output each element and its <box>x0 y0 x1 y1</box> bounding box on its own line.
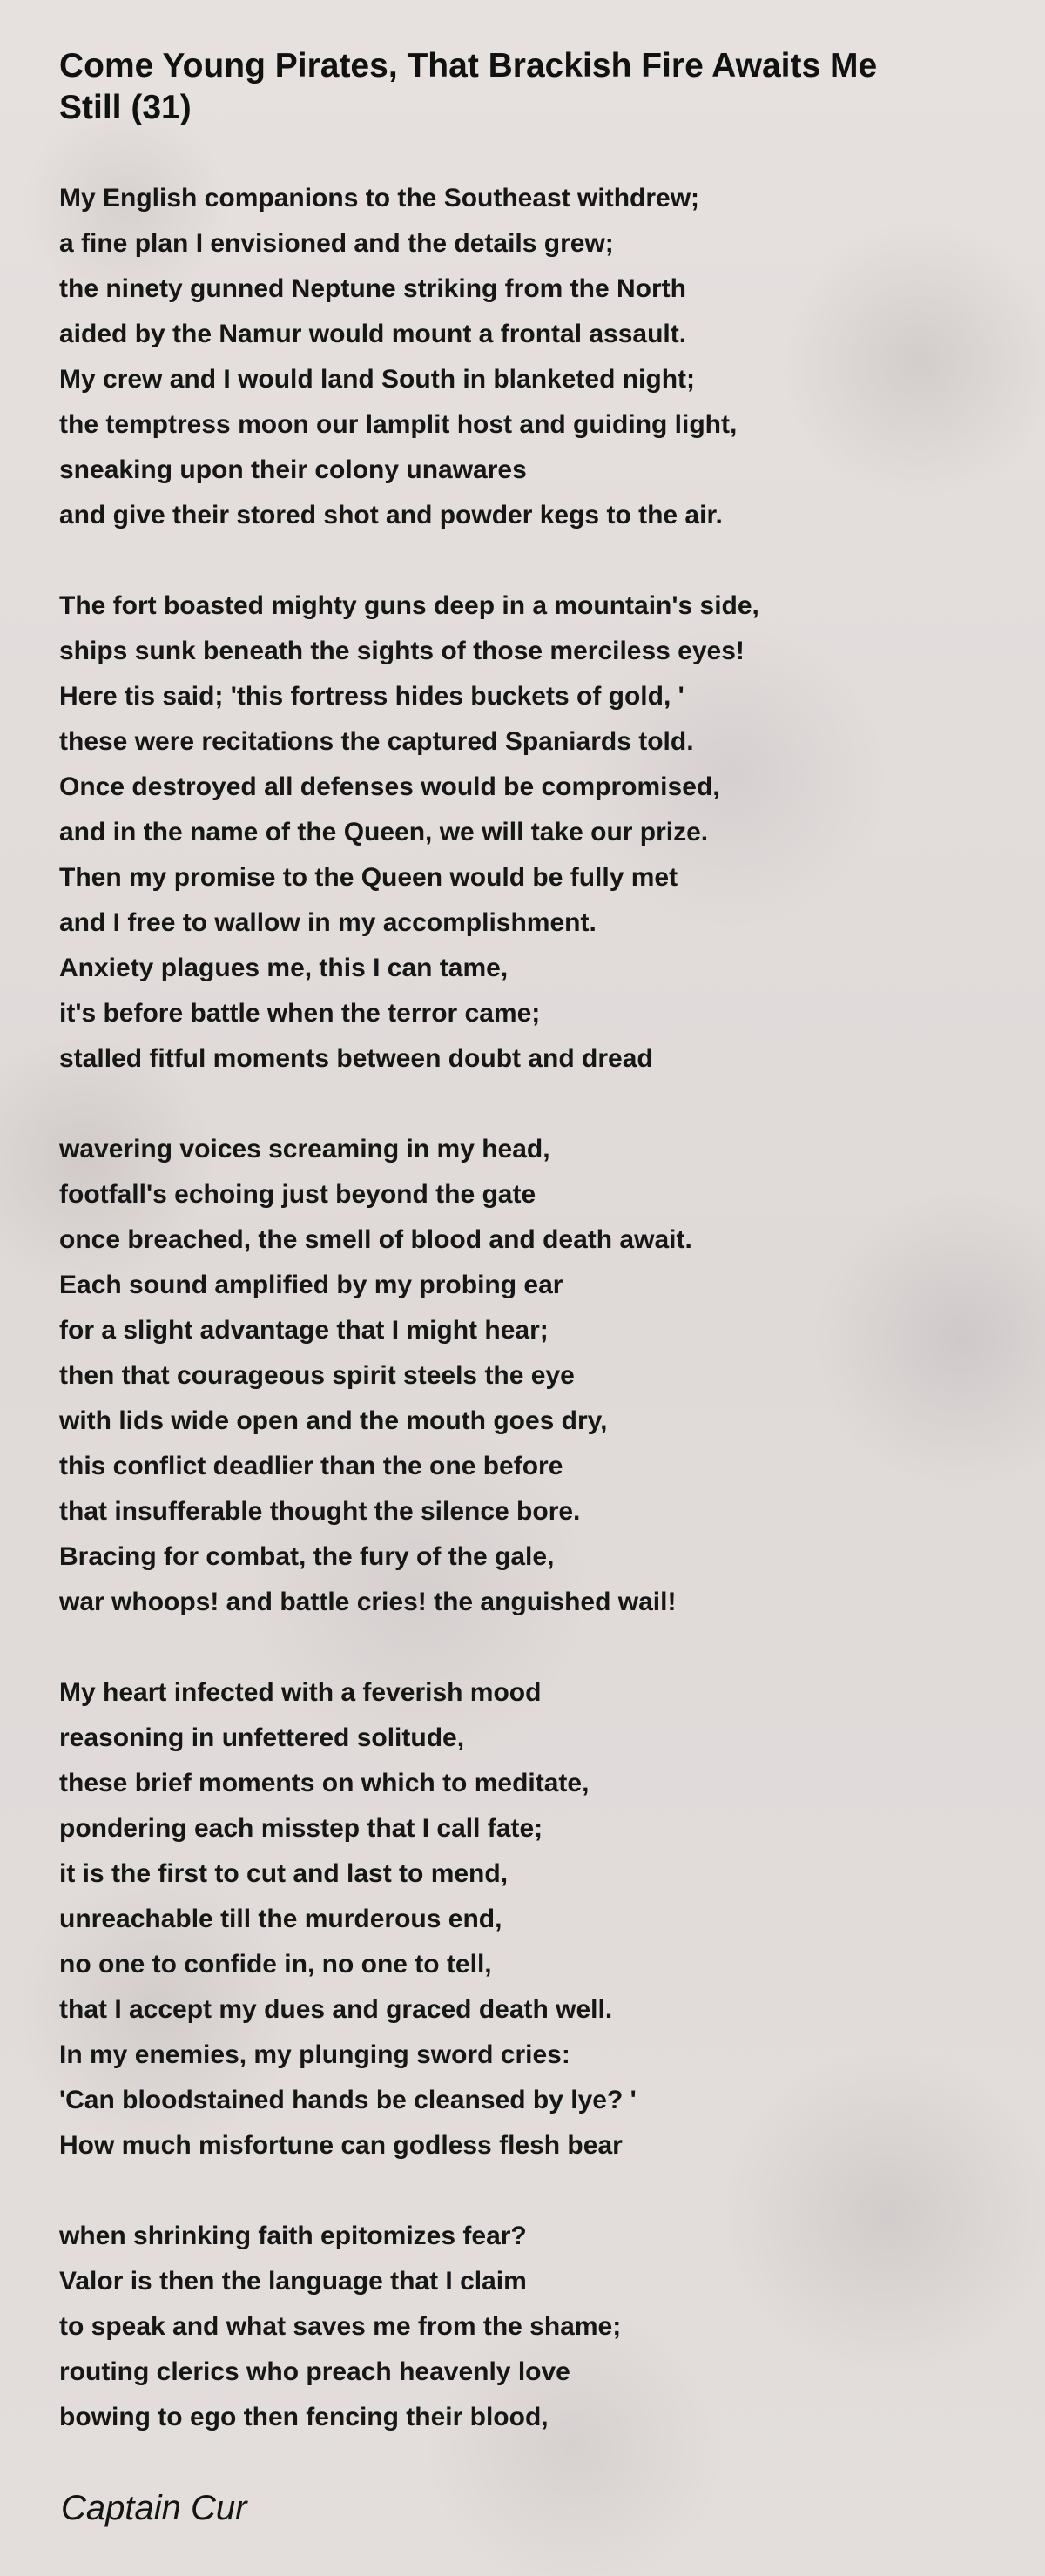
poem-line: 'Can bloodstained hands be cleansed by lye? ' <box>59 2086 637 2114</box>
poem-line: the temptress moon our lamplit host and guiding light, <box>59 410 738 439</box>
poem-line: and I free to wallow in my accomplishment. <box>59 908 597 937</box>
poem-line: My heart infected with a feverish mood <box>59 1678 542 1707</box>
poem-body <box>59 176 1000 2485</box>
poem-line: My crew and I would land South in blanketed night; <box>59 365 696 394</box>
poem-line: Then my promise to the Queen would be fully met <box>59 863 678 892</box>
poem-line: that insufferable thought the silence bore. <box>59 1497 581 1526</box>
stanza <box>59 1670 1000 2168</box>
poem-line: these were recitations the captured Spaniards told. <box>59 727 694 756</box>
poem-line: and give their stored shot and powder kegs to the air. <box>59 501 723 529</box>
poem-line: wavering voices screaming in my head, <box>59 1135 550 1163</box>
poem-line: Anxiety plagues me, this I can tame, <box>59 954 509 982</box>
poem-line: it's before battle when the terror came; <box>59 999 541 1028</box>
poem-line: then that courageous spirit steels the eye <box>59 1361 575 1390</box>
poem-title: Come Young Pirates, That Brackish Fire Awaits Me Still (31) <box>59 47 878 126</box>
poem-line: war whoops! and battle cries! the anguished wail! <box>59 1588 677 1616</box>
stanza <box>59 2214 1000 2440</box>
poem-line: footfall's echoing just beyond the gate <box>59 1180 536 1209</box>
poem-line: when shrinking faith epitomizes fear? <box>59 2222 527 2250</box>
poem-line: Once destroyed all defenses would be compromised, <box>59 772 720 801</box>
poem-line: sneaking upon their colony unawares <box>59 455 527 484</box>
poem-line: Valor is then the language that I claim <box>59 2267 527 2296</box>
poem-line: for a slight advantage that I might hear; <box>59 1316 549 1345</box>
poem-line: a fine plan I envisioned and the details grew; <box>59 229 614 258</box>
poem-line: ships sunk beneath the sights of those merciless eyes! <box>59 637 745 665</box>
poem-line: How much misfortune can godless flesh bear <box>59 2131 623 2160</box>
poem-line: bowing to ego then fencing their blood, <box>59 2403 549 2431</box>
poem-line: this conflict deadlier than the one before <box>59 1452 563 1480</box>
poem-line: aided by the Namur would mount a frontal assault. <box>59 320 687 348</box>
poem-line: these brief moments on which to meditate, <box>59 1769 590 1797</box>
poem-line: to speak and what saves me from the shame; <box>59 2312 622 2341</box>
poem-line: routing clerics who preach heavenly love <box>59 2357 570 2386</box>
poem-line: pondering each misstep that I call fate; <box>59 1814 543 1843</box>
poem-line: that I accept my dues and graced death well. <box>59 1995 613 2024</box>
poem-line: Each sound amplified by my probing ear <box>59 1271 563 1299</box>
poem-line: reasoning in unfettered solitude, <box>59 1723 465 1752</box>
poem-line: In my enemies, my plunging sword cries: <box>59 2040 570 2069</box>
poem-line: once breached, the smell of blood and death await. <box>59 1225 692 1254</box>
poem-line: unreachable till the murderous end, <box>59 1905 502 1933</box>
poem-line: no one to confide in, no one to tell, <box>59 1950 492 1979</box>
poem-line: the ninety gunned Neptune striking from the North <box>59 274 686 303</box>
poem-line: stalled fitful moments between doubt and dread <box>59 1044 653 1073</box>
stanza <box>59 583 1000 1082</box>
poem-line: The fort boasted mighty guns deep in a mountain's side, <box>59 591 759 620</box>
poem-line: Bracing for combat, the fury of the gale, <box>59 1542 555 1571</box>
poem-line: My English companions to the Southeast withdrew; <box>59 184 700 212</box>
poem-line: with lids wide open and the mouth goes dry, <box>59 1406 608 1435</box>
poem-line: and in the name of the Queen, we will take our prize. <box>59 818 709 846</box>
stanza <box>59 1127 1000 1625</box>
poem-author: Captain Cur <box>61 2489 247 2527</box>
poem-line: it is the first to cut and last to mend, <box>59 1859 509 1888</box>
stanza <box>59 176 1000 538</box>
poem-line: Here tis said; 'this fortress hides buckets of gold, ' <box>59 682 684 711</box>
